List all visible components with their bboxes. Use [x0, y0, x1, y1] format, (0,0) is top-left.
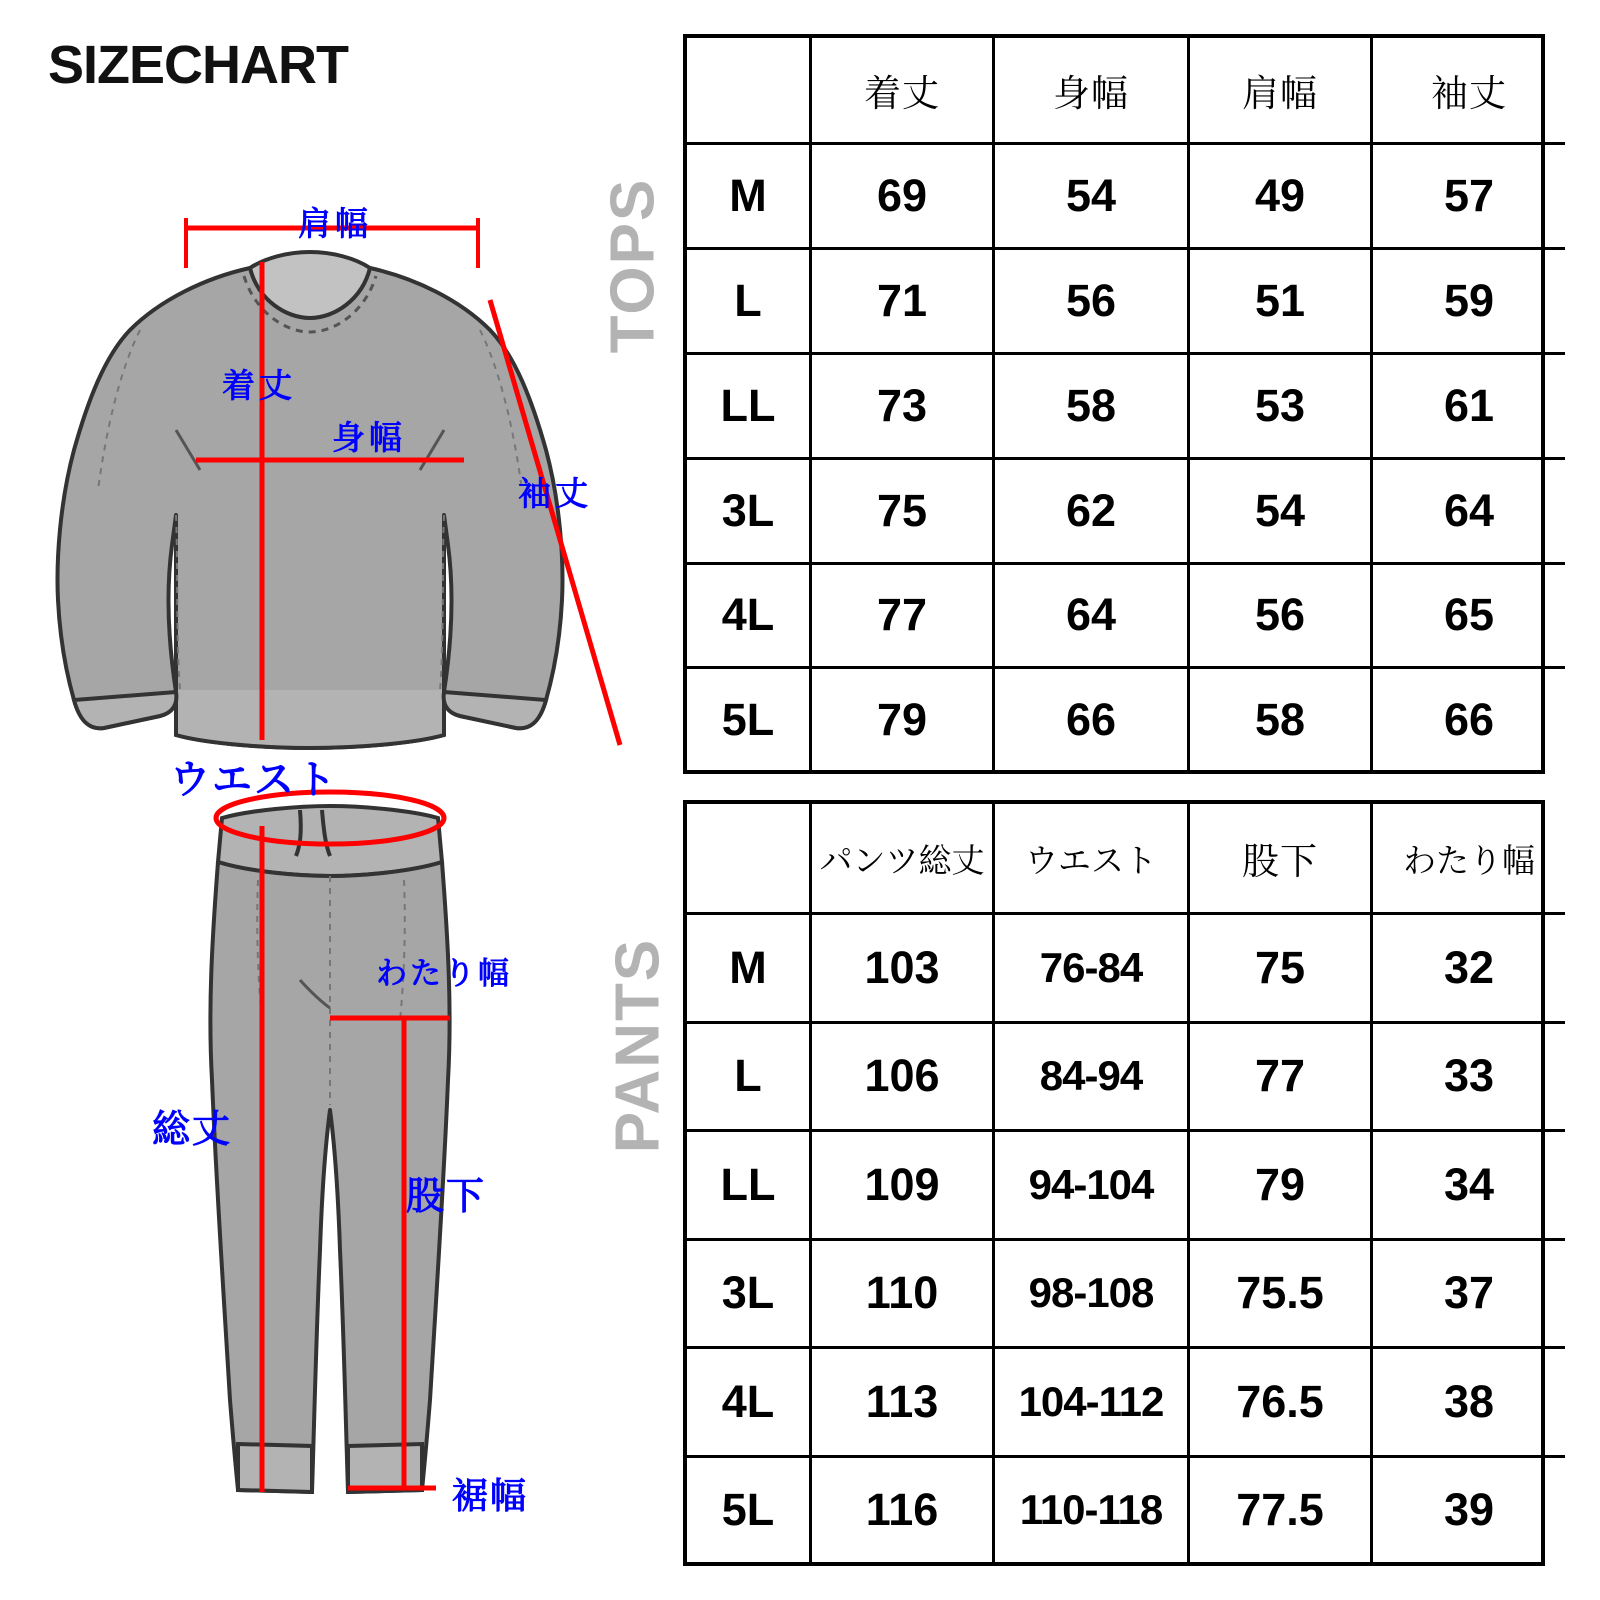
- label-thigh-width: わたり幅: [376, 956, 512, 991]
- header-cell-chest: 身幅: [994, 38, 1189, 144]
- table-row: [687, 353, 1565, 458]
- label-hem-width: 裾幅: [452, 1475, 529, 1516]
- section-label-pants: PANTS: [603, 937, 673, 1154]
- label-total-length: 総丈: [152, 1109, 233, 1151]
- table-header-row: [687, 804, 1565, 914]
- value-cell: 54: [1189, 458, 1372, 563]
- value-cell: 75: [811, 458, 994, 563]
- table-row: [687, 563, 1565, 668]
- value-cell: 75.5: [1189, 1239, 1372, 1348]
- header-cell-sleeve: 袖丈: [1372, 38, 1566, 144]
- label-shoulder-width: 肩幅: [298, 205, 372, 242]
- table-row: [687, 249, 1565, 354]
- value-cell: 71: [811, 249, 994, 354]
- size-label: L: [687, 249, 811, 354]
- value-cell: 53: [1189, 353, 1372, 458]
- value-cell: 84-94: [994, 1022, 1189, 1131]
- value-cell: 66: [994, 668, 1189, 770]
- table-row: [687, 668, 1565, 770]
- value-cell: 58: [1189, 668, 1372, 770]
- value-cell: 59: [1372, 249, 1566, 354]
- pants-illustration: [210, 792, 450, 1492]
- value-cell: 57: [1372, 144, 1566, 249]
- label-sleeve-length: 袖丈: [518, 475, 592, 512]
- value-cell: 104-112: [994, 1348, 1189, 1457]
- size-label: 5L: [687, 1456, 811, 1562]
- size-label: 5L: [687, 668, 811, 770]
- header-cell-inseam: 股下: [1189, 804, 1372, 914]
- value-cell: 113: [811, 1348, 994, 1457]
- size-label: LL: [687, 1131, 811, 1240]
- value-cell: 76-84: [994, 914, 1189, 1023]
- tops-size-table: [683, 34, 1545, 774]
- size-label: 4L: [687, 563, 811, 668]
- label-waist: ウエスト: [170, 758, 338, 802]
- size-label: LL: [687, 353, 811, 458]
- table-row: [687, 1239, 1565, 1348]
- value-cell: 69: [811, 144, 994, 249]
- value-cell: 94-104: [994, 1131, 1189, 1240]
- value-cell: 76.5: [1189, 1348, 1372, 1457]
- table-row: [687, 458, 1565, 563]
- label-body-length: 着丈: [222, 367, 296, 404]
- value-cell: 106: [811, 1022, 994, 1131]
- value-cell: 77: [1189, 1022, 1372, 1131]
- value-cell: 75: [1189, 914, 1372, 1023]
- label-inseam: 股下: [406, 1176, 487, 1218]
- value-cell: 58: [994, 353, 1189, 458]
- value-cell: 109: [811, 1131, 994, 1240]
- value-cell: 110-118: [994, 1456, 1189, 1562]
- value-cell: 51: [1189, 249, 1372, 354]
- value-cell: 32: [1372, 914, 1566, 1023]
- size-label: L: [687, 1022, 811, 1131]
- value-cell: 39: [1372, 1456, 1566, 1562]
- table-row: [687, 914, 1565, 1023]
- header-cell-thigh: わたり幅: [1372, 804, 1566, 914]
- page-title: SIZECHART: [48, 35, 348, 95]
- label-chest-width: 身幅: [332, 419, 406, 456]
- value-cell: 61: [1372, 353, 1566, 458]
- value-cell: 34: [1372, 1131, 1566, 1240]
- section-label-tops: TOPS: [598, 177, 668, 354]
- value-cell: 65: [1372, 563, 1566, 668]
- value-cell: 56: [994, 249, 1189, 354]
- header-cell-shoulder: 肩幅: [1189, 38, 1372, 144]
- garment-illustrations: [0, 0, 690, 1600]
- header-cell-total-length: パンツ総丈: [811, 804, 994, 914]
- value-cell: 98-108: [994, 1239, 1189, 1348]
- size-label: 3L: [687, 1239, 811, 1348]
- table-row: [687, 1131, 1565, 1240]
- value-cell: 64: [994, 563, 1189, 668]
- value-cell: 66: [1372, 668, 1566, 770]
- value-cell: 38: [1372, 1348, 1566, 1457]
- value-cell: 77.5: [1189, 1456, 1372, 1562]
- value-cell: 54: [994, 144, 1189, 249]
- size-label: M: [687, 144, 811, 249]
- header-cell-size: [687, 804, 811, 914]
- table-row: [687, 1348, 1565, 1457]
- value-cell: 62: [994, 458, 1189, 563]
- value-cell: 37: [1372, 1239, 1566, 1348]
- table-row: [687, 144, 1565, 249]
- value-cell: 103: [811, 914, 994, 1023]
- size-label: 3L: [687, 458, 811, 563]
- value-cell: 56: [1189, 563, 1372, 668]
- value-cell: 77: [811, 563, 994, 668]
- value-cell: 110: [811, 1239, 994, 1348]
- value-cell: 116: [811, 1456, 994, 1562]
- pants-size-table: [683, 800, 1545, 1566]
- table-header-row: [687, 38, 1565, 144]
- size-label: 4L: [687, 1348, 811, 1457]
- value-cell: 49: [1189, 144, 1372, 249]
- header-cell-size: [687, 38, 811, 144]
- value-cell: 33: [1372, 1022, 1566, 1131]
- value-cell: 64: [1372, 458, 1566, 563]
- value-cell: 79: [1189, 1131, 1372, 1240]
- header-cell-length: 着丈: [811, 38, 994, 144]
- table-row: [687, 1456, 1565, 1562]
- size-label: M: [687, 914, 811, 1023]
- table-row: [687, 1022, 1565, 1131]
- value-cell: 79: [811, 668, 994, 770]
- value-cell: 73: [811, 353, 994, 458]
- header-cell-waist: ウエスト: [994, 804, 1189, 914]
